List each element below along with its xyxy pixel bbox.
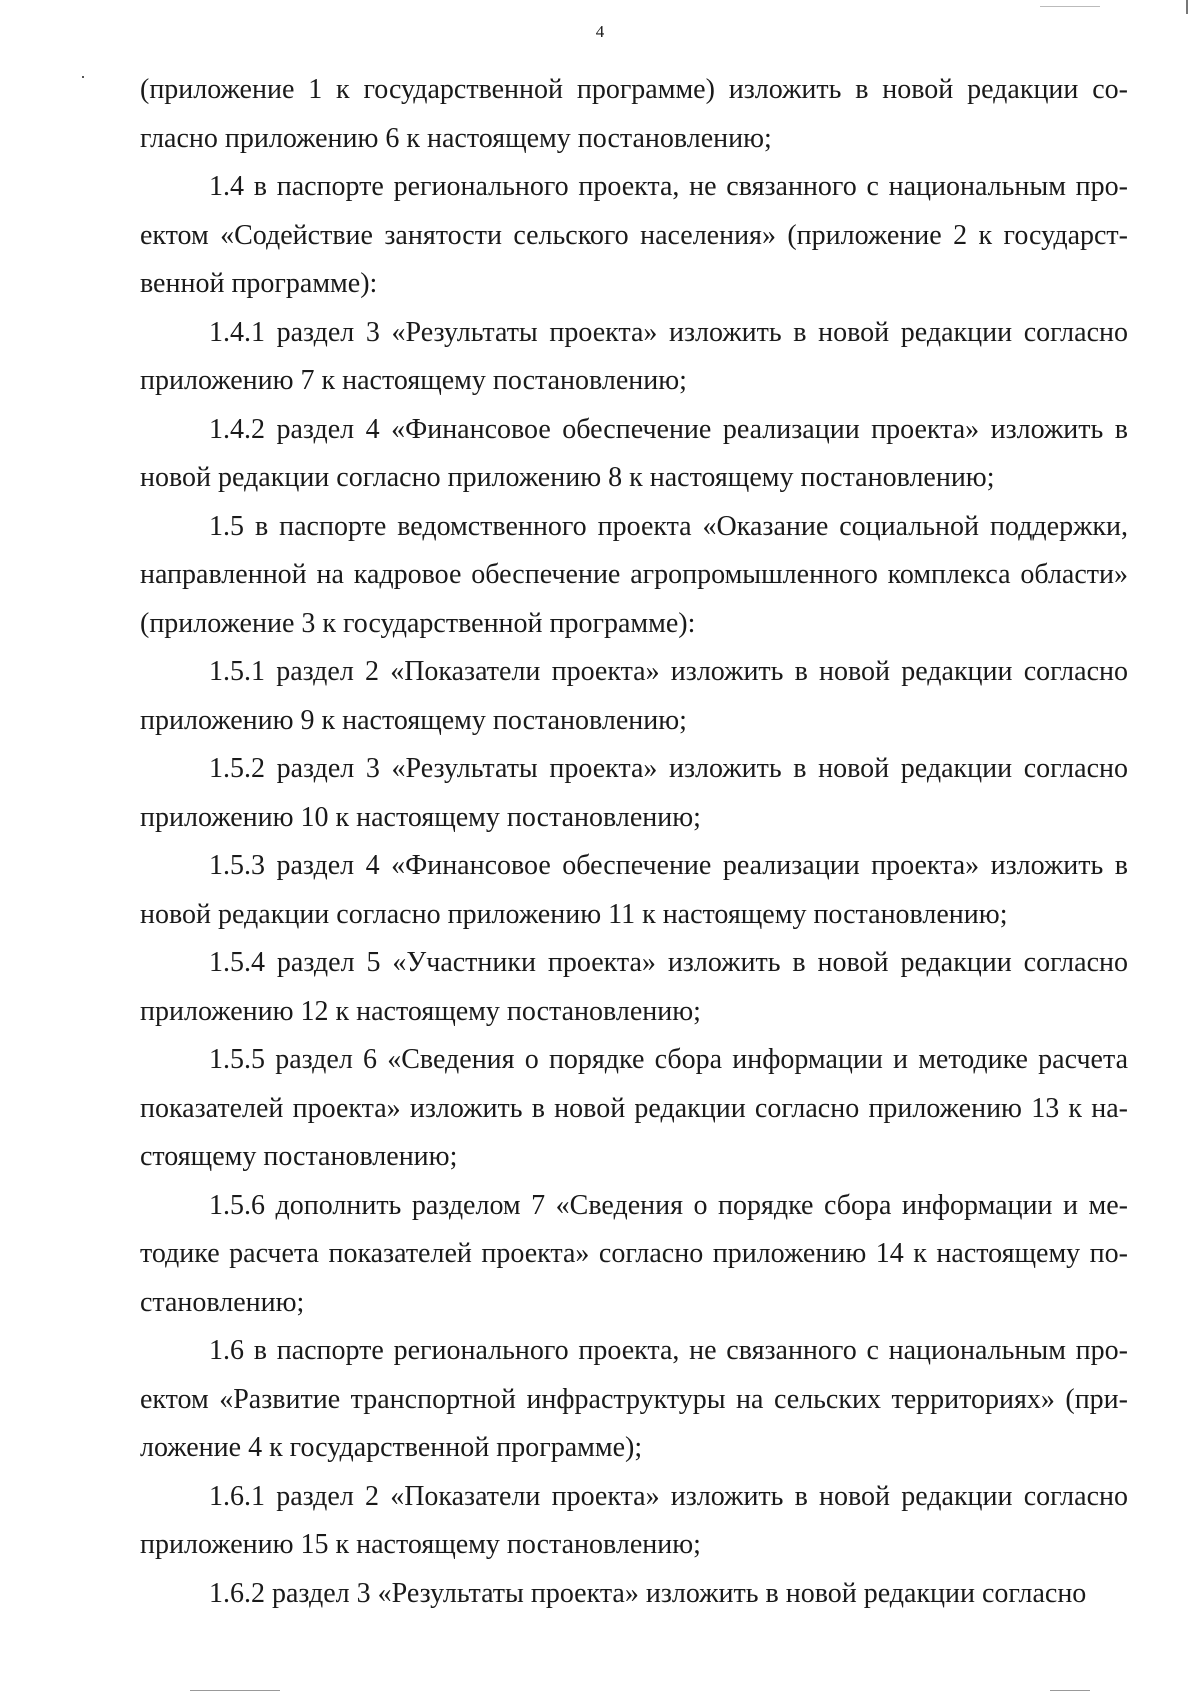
- paragraph: 1.5.6 дополнить разделом 7 «Сведения о порядке сбора информации и методике расчета показателей проекта» согласно приложению 14 к настоящему постановлению;: [140, 1189, 1128, 1318]
- paragraph: 1.4.2 раздел 4 «Финансовое обеспечение реализации проекта» изложить в новой редакции согласно приложению 8 к настоящему постановлению;: [140, 413, 1128, 493]
- document-body: [140, 66, 1128, 1618]
- paragraph: 1.6.2 раздел 3 «Результаты проекта» изложить в новой редакции согласно: [209, 1577, 1087, 1609]
- paragraph: 1.5.5 раздел 6 «Сведения о порядке сбора информации и методике расчета показателей проекта» изложить в новой редакции согласно приложению 13 к настоящему постановлению;: [140, 1044, 1128, 1172]
- paragraph: 1.5.1 раздел 2 «Показатели проекта» изложить в новой редакции согласно приложению 9 к настоящему постановлению;: [140, 656, 1128, 736]
- paragraph: 1.5 в паспорте ведомственного проекта «Оказание социальной поддержки, направленной на кадровое обеспечение агропромышленного комплекса области» (приложение 3 к государственной программе):: [140, 510, 1128, 639]
- paragraph: 1.5.3 раздел 4 «Финансовое обеспечение реализации проекта» изложить в новой редакции согласно приложению 11 к настоящему постановлению;: [140, 850, 1128, 930]
- scan-edge-mark: [1040, 6, 1100, 7]
- paragraph: 1.5.2 раздел 3 «Результаты проекта» изложить в новой редакции согласно приложению 10 к настоящему постановлению;: [140, 753, 1128, 833]
- paragraph: 1.4 в паспорте регионального проекта, не связанного с национальным проектом «Содействие занятости сельского населения» (приложение 2 к государственной программе):: [140, 171, 1128, 299]
- paragraph: 1.5.4 раздел 5 «Участники проекта» изложить в новой редакции согласно приложению 12 к настоящему постановлению;: [140, 947, 1128, 1027]
- paragraph: 1.6.1 раздел 2 «Показатели проекта» изложить в новой редакции согласно приложению 15 к настоящему постановлению;: [140, 1480, 1128, 1560]
- paragraph: 1.6 в паспорте регионального проекта, не связанного с национальным проектом «Развитие транспортной инфраструктуры на сельских территориях» (приложение 4 к государственной программе);: [140, 1335, 1128, 1463]
- page-number: 4: [595, 22, 605, 41]
- paragraph: 1.4.1 раздел 3 «Результаты проекта» изложить в новой редакции согласно приложению 7 к настоящему постановлению;: [140, 316, 1128, 396]
- scan-edge-mark: [1186, 0, 1188, 14]
- paragraph: (приложение 1 к государственной программе) изложить в новой редакции согласно приложению 6 к настоящему постановлению;: [140, 74, 1128, 154]
- scan-speck: [82, 76, 84, 78]
- scan-bottom-mark: [1050, 1690, 1090, 1691]
- scan-bottom-mark: [190, 1690, 280, 1691]
